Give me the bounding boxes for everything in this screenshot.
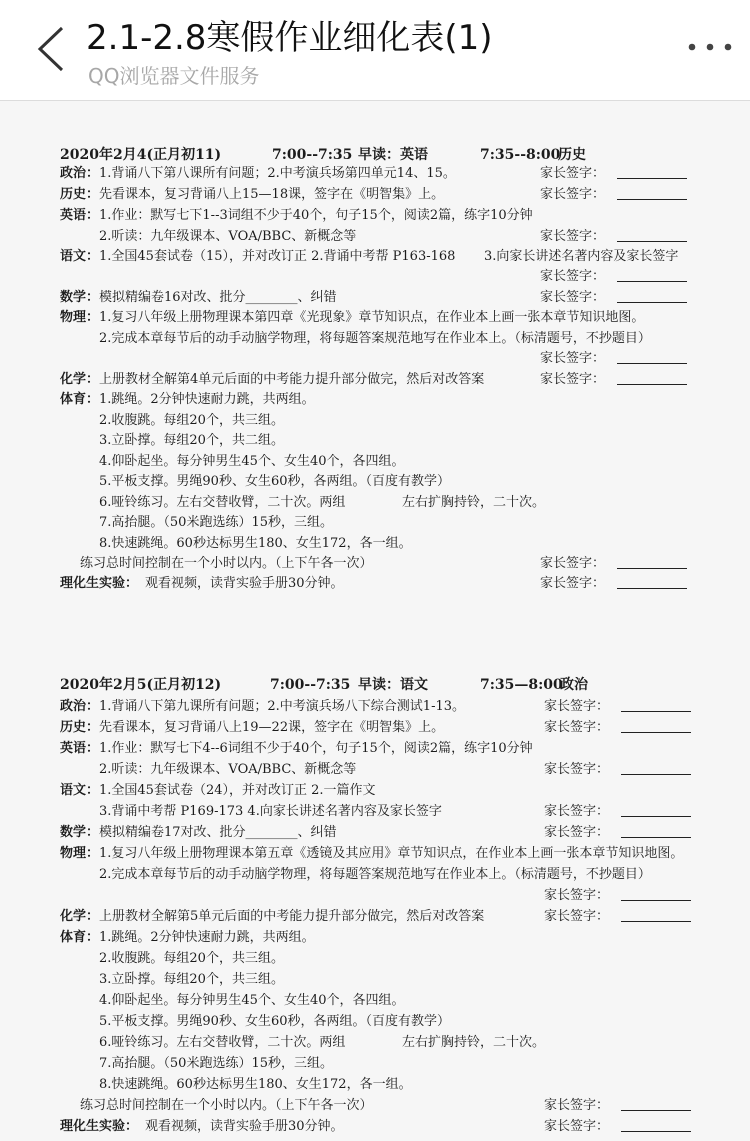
- signature-blank: [617, 574, 687, 589]
- signature-label: 家长签字：: [544, 1119, 610, 1134]
- subject-label: 语文：: [60, 783, 100, 798]
- signature-blank: [621, 1096, 691, 1111]
- slot2-subject: 政治: [560, 677, 588, 693]
- task-text: 1.复习八年级上册物理课本第五章《透镜及其应用》章节知识点，在作业本上画一张本章节知识地图。: [99, 846, 684, 861]
- slot2-time: 7:35--8:00: [480, 147, 561, 163]
- history-row: [0, 718, 750, 738]
- pe-item: 1.跳绳。2分钟快速耐力跳，共两组。: [99, 392, 315, 407]
- signature-label: 家长签字：: [544, 1098, 610, 1113]
- history-row: [0, 185, 750, 205]
- chinese-row: [0, 781, 750, 801]
- slot1-time: 7:00--7:35: [270, 677, 351, 693]
- pe-row: [0, 411, 750, 431]
- pe-row: [0, 1075, 750, 1095]
- top-bar: [0, 0, 750, 101]
- slot1-subject: 早读：语文: [358, 677, 428, 693]
- english-row-2: [0, 227, 750, 247]
- pe-row: [0, 1012, 750, 1032]
- pe-item: 7.高抬腿。（50米跑选练）15秒，三组。: [99, 515, 333, 530]
- task-text: 1.全国45套试卷（15），并对改订正 2.背诵中考帮 P163-168: [99, 249, 456, 264]
- pe-item: 左右扩胸持铃，二十次。: [402, 495, 546, 510]
- signature-label: 家长签字：: [544, 720, 610, 735]
- pe-row: [0, 1054, 750, 1074]
- pe-row: [0, 991, 750, 1011]
- slot2-subject: 历史: [558, 147, 586, 163]
- signature-blank: [617, 267, 687, 282]
- task-text: 2.完成本章每节后的动手动脑学物理，将每题答案规范地写在作业本上。（标清题号，不抄题目）: [99, 331, 651, 346]
- signature-blank: [621, 718, 691, 733]
- signature-label: 家长签字：: [540, 351, 606, 366]
- signature-blank: [621, 802, 691, 817]
- pe-item: 5.平板支撑。男绳90秒、女生60秒，各两组。（百度有教学）: [99, 1014, 450, 1029]
- task-text: 先看课本，复习背诵八上15—18课，签字在《明智集》上。: [99, 187, 445, 202]
- task-text: 2.听读：九年级课本、VOA/BBC、新概念等: [99, 762, 357, 777]
- signature-blank: [621, 907, 691, 922]
- english-row-2: [0, 760, 750, 780]
- pe-item: 2.收腹跳。每组20个，共三组。: [99, 951, 284, 966]
- signature-label: 家长签字：: [544, 804, 610, 819]
- task-text: 1.作业：默写七下4--6词组不少于40个，句子15个，阅读2篇，练字10分钟: [99, 741, 533, 756]
- signature-blank: [621, 1117, 691, 1132]
- subject-label: 数学：: [60, 290, 100, 305]
- signature-blank: [617, 370, 687, 385]
- experiment-row: [0, 1117, 750, 1137]
- chevron-left-icon[interactable]: [30, 24, 76, 74]
- signature-label: 家长签字：: [540, 187, 606, 202]
- pe-item: 3.立卧撑。每组20个，共二组。: [99, 433, 284, 448]
- task-text: 1.全国45套试卷（24），并对改订正 2.一篇作文: [99, 783, 376, 798]
- pe-row: [0, 472, 750, 492]
- subject-label: 物理：: [60, 846, 100, 861]
- signature-label: 家长签字：: [544, 888, 610, 903]
- task-text: 模拟精编卷16对改、批分________、纠错: [99, 290, 337, 305]
- subject-label: 化学：: [60, 372, 100, 387]
- subject-label: 历史：: [60, 187, 100, 202]
- physics-row-2: [0, 329, 750, 349]
- pe-item: 8.快速跳绳。60秒达标男生180、女生172，各一组。: [99, 1077, 412, 1092]
- politics-row: [0, 164, 750, 184]
- pe-item: 2.收腹跳。每组20个，共三组。: [99, 413, 284, 428]
- task-text: 1.作业：默写七下1--3词组不少于40个，句子15个，阅读2篇，练字10分钟: [99, 208, 533, 223]
- task-text: 观看视频，读背实验手册30分钟。: [145, 1119, 344, 1134]
- signature-label: 家长签字：: [540, 166, 606, 181]
- signature-label: 家长签字：: [540, 229, 606, 244]
- task-text: 上册教材全解第5单元后面的中考能力提升部分做完，然后对改答案: [99, 909, 485, 924]
- signature-blank: [617, 185, 687, 200]
- task-text: 2.完成本章每节后的动手动脑学物理，将每题答案规范地写在作业本上。（标清题号，不抄题目）: [99, 867, 651, 882]
- pe-time-row: [0, 554, 750, 574]
- task-text: 1.复习八年级上册物理课本第四章《光现象》章节知识点，在作业本上画一张本章节知识地图。: [99, 310, 645, 325]
- slot1-subject: 早读：英语: [358, 147, 428, 163]
- subject-label: 语文：: [60, 249, 100, 264]
- more-dots-icon[interactable]: [684, 30, 740, 60]
- signature-blank: [617, 349, 687, 364]
- signature-blank: [621, 760, 691, 775]
- pe-item: 6.哑铃练习。左右交替收臂，二十次。两组: [99, 1035, 346, 1050]
- pe-item: 4.仰卧起坐。每分钟男生45个、女生40个，各四组。: [99, 993, 405, 1008]
- math-row: [0, 823, 750, 843]
- task-text: 上册教材全解第4单元后面的中考能力提升部分做完，然后对改答案: [99, 372, 485, 387]
- chinese-row: [0, 247, 750, 267]
- signature-blank: [621, 823, 691, 838]
- pe-row: [0, 1033, 750, 1053]
- day-header: [0, 145, 750, 165]
- subject-label: 数学：: [60, 825, 100, 840]
- pe-row: [0, 390, 750, 410]
- subject-label: 英语：: [60, 208, 100, 223]
- english-row: [0, 739, 750, 759]
- task-text: 练习总时间控制在一个小时以内。（上下午各一次）: [80, 1098, 373, 1113]
- math-row: [0, 288, 750, 308]
- task-text: 1.背诵八下第九课所有问题；2.中考演兵场八下综合测试1-13。: [99, 699, 466, 714]
- subject-label: 体育：: [60, 930, 100, 945]
- chinese-sign-row: [0, 267, 750, 287]
- physics-row-2: [0, 865, 750, 885]
- day-date: 2020年2月5(正月初12): [60, 677, 222, 693]
- signature-label: 家长签字：: [544, 762, 610, 777]
- chemistry-row: [0, 907, 750, 927]
- pe-item: 4.仰卧起坐。每分钟男生45个、女生40个，各四组。: [99, 454, 405, 469]
- subject-label: 体育：: [60, 392, 100, 407]
- pe-item: 8.快速跳绳。60秒达标男生180、女生172，各一组。: [99, 536, 412, 551]
- signature-label: 家长签字：: [540, 290, 606, 305]
- pe-item: 1.跳绳。2分钟快速耐力跳，共两组。: [99, 930, 315, 945]
- signature-blank: [621, 886, 691, 901]
- subject-label: 理化生实验：: [60, 576, 139, 591]
- physics-row: [0, 308, 750, 328]
- pe-row: [0, 452, 750, 472]
- slot2-time: 7:35—8:00: [480, 677, 563, 693]
- signature-label: 家长签字：: [540, 372, 606, 387]
- subject-label: 政治：: [60, 166, 100, 181]
- signature-label: 家长签字：: [540, 576, 606, 591]
- subject-label: 英语：: [60, 741, 100, 756]
- document-viewer[interactable]: [0, 101, 750, 1141]
- slot1-time: 7:00--7:35: [272, 147, 353, 163]
- pe-row: [0, 493, 750, 513]
- subject-label: 物理：: [60, 310, 100, 325]
- page-title: 2.1-2.8寒假作业细化表(1): [86, 18, 493, 58]
- task-text: 先看课本，复习背诵八上19—22课，签字在《明智集》上。: [99, 720, 445, 735]
- pe-item: 7.高抬腿。（50米跑选练）15秒，三组。: [99, 1056, 333, 1071]
- day-header: [0, 675, 750, 695]
- signature-label: 家长签字：: [540, 269, 606, 284]
- signature-label: 家长签字：: [540, 556, 606, 571]
- pe-row: [0, 534, 750, 554]
- task-text: 2.听读：九年级课本、VOA/BBC、新概念等: [99, 229, 357, 244]
- experiment-row: [0, 574, 750, 594]
- day-date: 2020年2月4(正月初11): [60, 147, 222, 163]
- task-text: 3.向家长讲述名著内容及家长签字: [484, 249, 679, 264]
- pe-row: [0, 949, 750, 969]
- chemistry-row: [0, 370, 750, 390]
- task-text: 模拟精编卷17对改、批分________、纠错: [99, 825, 337, 840]
- politics-row: [0, 697, 750, 717]
- signature-label: 家长签字：: [544, 909, 610, 924]
- subject-label: 政治：: [60, 699, 100, 714]
- signature-blank: [621, 697, 691, 712]
- pe-row: [0, 970, 750, 990]
- physics-row: [0, 844, 750, 864]
- page-subtitle: QQ浏览器文件服务: [88, 64, 260, 88]
- pe-row: [0, 513, 750, 533]
- task-text: 1.背诵八下第八课所有问题；2.中考演兵场第四单元14、15。: [99, 166, 456, 181]
- signature-blank: [617, 227, 687, 242]
- subject-label: 历史：: [60, 720, 100, 735]
- pe-row: [0, 928, 750, 948]
- signature-label: 家长签字：: [544, 699, 610, 714]
- signature-blank: [617, 164, 687, 179]
- pe-item: 6.哑铃练习。左右交替收臂，二十次。两组: [99, 495, 346, 510]
- chinese-row-2: [0, 802, 750, 822]
- subject-label: 化学：: [60, 909, 100, 924]
- physics-sign-row: [0, 886, 750, 906]
- task-text: 观看视频，读背实验手册30分钟。: [145, 576, 344, 591]
- pe-item: 5.平板支撑。男绳90秒、女生60秒，各两组。（百度有教学）: [99, 474, 450, 489]
- task-text: 3.背诵中考帮 P169-173 4.向家长讲述名著内容及家长签字: [99, 804, 442, 819]
- signature-blank: [617, 554, 687, 569]
- pe-row: [0, 431, 750, 451]
- pe-item: 3.立卧撑。每组20个，共三组。: [99, 972, 284, 987]
- pe-item: 左右扩胸持铃，二十次。: [402, 1035, 546, 1050]
- subject-label: 理化生实验：: [60, 1119, 139, 1134]
- english-row: [0, 206, 750, 226]
- signature-label: 家长签字：: [544, 825, 610, 840]
- pe-time-row: [0, 1096, 750, 1116]
- physics-sign-row: [0, 349, 750, 369]
- signature-blank: [617, 288, 687, 303]
- task-text: 练习总时间控制在一个小时以内。（上下午各一次）: [80, 556, 373, 571]
